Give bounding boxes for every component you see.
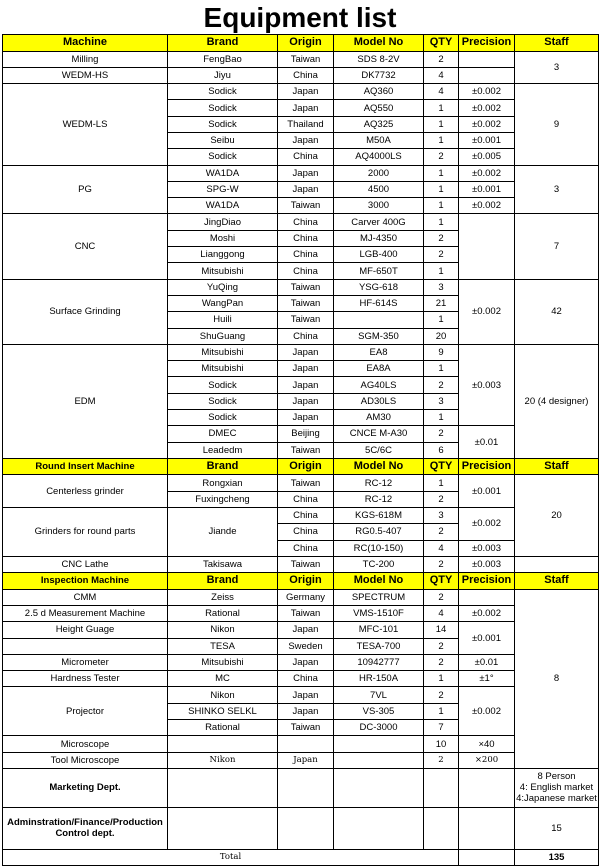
model-cell: TESA-700 [334, 638, 424, 654]
origin-cell: Japan [278, 361, 334, 377]
origin-cell: Taiwan [278, 198, 334, 214]
brand-cell: Sodick [168, 377, 278, 393]
staff-cell: 20 (4 designer) [515, 344, 599, 458]
model-cell [334, 736, 424, 752]
header-qty: QTY [424, 573, 459, 590]
origin-cell: Japan [278, 181, 334, 197]
qty-cell: 2 [424, 149, 459, 165]
precision-cell: ±0.01 [459, 426, 515, 459]
origin-cell: Japan [278, 703, 334, 719]
origin-cell: Japan [278, 752, 334, 768]
precision-cell: ×200 [459, 752, 515, 768]
qty-cell: 2 [424, 377, 459, 393]
qty-cell: 2 [424, 687, 459, 703]
brand-cell: Sodick [168, 84, 278, 100]
table-row [3, 344, 599, 360]
origin-cell [278, 768, 334, 807]
precision-cell: ±1° [459, 671, 515, 687]
model-cell: LGB-400 [334, 247, 424, 263]
brand-cell: WangPan [168, 295, 278, 311]
table-row [3, 84, 599, 100]
precision-cell: ±0.003 [459, 344, 515, 425]
header-inspection: Inspection Machine [3, 573, 168, 590]
origin-cell: Japan [278, 165, 334, 181]
table-row [3, 768, 599, 807]
staff-cell [515, 768, 599, 807]
brand-cell: Mitsubishi [168, 263, 278, 279]
machine-cell: Microscope [3, 736, 168, 752]
origin-cell: Japan [278, 687, 334, 703]
brand-cell: Rational [168, 606, 278, 622]
model-cell: AD30LS [334, 393, 424, 409]
machine-cell [3, 638, 168, 654]
precision-cell: ±0.002 [459, 165, 515, 181]
brand-cell: Sodick [168, 100, 278, 116]
staff-line: 4: English market [519, 782, 594, 794]
model-cell: AQ550 [334, 100, 424, 116]
model-cell: VS-305 [334, 703, 424, 719]
precision-cell [459, 214, 515, 279]
brand-cell: Sodick [168, 410, 278, 426]
qty-cell: 1 [424, 703, 459, 719]
qty-cell: 1 [424, 312, 459, 328]
qty-cell: 1 [424, 181, 459, 197]
origin-cell: China [278, 263, 334, 279]
section-header-row [3, 458, 599, 475]
machine-cell: Marketing Dept. [3, 768, 168, 807]
brand-cell: Mitsubishi [168, 344, 278, 360]
machine-cell: Hardness Tester [3, 671, 168, 687]
model-cell: 2000 [334, 165, 424, 181]
table-row [3, 622, 599, 638]
header-brand: Brand [168, 35, 278, 52]
origin-cell [278, 807, 334, 849]
machine-cell: PG [3, 165, 168, 214]
model-cell: 5C/6C [334, 442, 424, 458]
qty-cell [424, 768, 459, 807]
qty-cell: 1 [424, 475, 459, 491]
qty-cell: 6 [424, 442, 459, 458]
model-cell: RC-12 [334, 491, 424, 507]
table-row [3, 736, 599, 752]
origin-cell: Taiwan [278, 51, 334, 67]
qty-cell: 2 [424, 556, 459, 572]
precision-cell: ±0.002 [459, 606, 515, 622]
qty-cell: 2 [424, 752, 459, 768]
model-cell: MJ-4350 [334, 230, 424, 246]
precision-cell: ±0.003 [459, 540, 515, 556]
origin-cell: China [278, 214, 334, 230]
brand-cell: Nikon [168, 752, 278, 768]
model-cell: AG40LS [334, 377, 424, 393]
qty-cell [424, 807, 459, 849]
precision-cell [459, 67, 515, 83]
origin-cell: Taiwan [278, 312, 334, 328]
origin-cell: Japan [278, 100, 334, 116]
qty-cell: 1 [424, 100, 459, 116]
model-cell [334, 768, 424, 807]
brand-cell [168, 807, 278, 849]
origin-cell: Japan [278, 654, 334, 670]
origin-cell: China [278, 671, 334, 687]
brand-cell: Nikon [168, 687, 278, 703]
origin-cell: Japan [278, 393, 334, 409]
qty-cell: 20 [424, 328, 459, 344]
precision-cell: ±0.003 [459, 556, 515, 572]
table-row [3, 475, 599, 491]
table-row [3, 67, 599, 83]
qty-cell: 1 [424, 198, 459, 214]
machine-cell: Micrometer [3, 654, 168, 670]
precision-cell: ±0.002 [459, 84, 515, 100]
total-row [3, 849, 599, 865]
model-cell: RC-12 [334, 475, 424, 491]
qty-cell: 14 [424, 622, 459, 638]
model-cell: DK7732 [334, 67, 424, 83]
qty-cell: 9 [424, 344, 459, 360]
model-cell: Carver 400G [334, 214, 424, 230]
model-cell: RG0.5-407 [334, 524, 424, 540]
origin-cell: Thailand [278, 116, 334, 132]
precision-cell: ±0.002 [459, 508, 515, 541]
qty-cell: 2 [424, 51, 459, 67]
origin-cell: Taiwan [278, 279, 334, 295]
brand-cell: Zeiss [168, 589, 278, 605]
precision-cell [459, 589, 515, 605]
table-row [3, 654, 599, 670]
qty-cell: 2 [424, 654, 459, 670]
qty-cell: 1 [424, 361, 459, 377]
qty-cell: 1 [424, 132, 459, 148]
model-cell [334, 752, 424, 768]
staff-line: 4:Japanese market [516, 793, 597, 805]
machine-cell: Milling [3, 51, 168, 67]
origin-cell [278, 736, 334, 752]
model-cell: RC(10-150) [334, 540, 424, 556]
brand-cell: TESA [168, 638, 278, 654]
origin-cell: China [278, 328, 334, 344]
origin-cell: Japan [278, 344, 334, 360]
model-cell: MF-650T [334, 263, 424, 279]
machine-cell: Grinders for round parts [3, 508, 168, 557]
brand-cell: DMEC [168, 426, 278, 442]
brand-cell: Jiande [168, 508, 278, 557]
header-origin: Origin [278, 458, 334, 475]
machine-cell: EDM [3, 344, 168, 458]
brand-cell: Sodick [168, 393, 278, 409]
brand-cell [168, 768, 278, 807]
qty-cell: 1 [424, 214, 459, 230]
precision-cell [459, 768, 515, 807]
staff-cell [515, 556, 599, 572]
origin-cell: Taiwan [278, 720, 334, 736]
brand-cell: Jiyu [168, 67, 278, 83]
machine-cell: CMM [3, 589, 168, 605]
precision-cell: ±0.001 [459, 132, 515, 148]
model-cell [334, 807, 424, 849]
table-row [3, 589, 599, 605]
qty-cell: 2 [424, 230, 459, 246]
qty-cell: 1 [424, 165, 459, 181]
table-row [3, 671, 599, 687]
model-cell [334, 312, 424, 328]
qty-cell: 2 [424, 426, 459, 442]
model-cell: KGS-618M [334, 508, 424, 524]
qty-cell: 7 [424, 720, 459, 736]
brand-cell: Seibu [168, 132, 278, 148]
machine-cell: Height Guage [3, 622, 168, 638]
qty-cell: 1 [424, 263, 459, 279]
qty-cell: 4 [424, 67, 459, 83]
precision-cell: ±0.002 [459, 279, 515, 344]
table-row [3, 807, 599, 849]
model-cell: SDS 8-2V [334, 51, 424, 67]
table-row [3, 214, 599, 230]
table-row [3, 752, 599, 768]
header-staff: Staff [515, 458, 599, 475]
brand-cell: YuQing [168, 279, 278, 295]
model-cell: AQ325 [334, 116, 424, 132]
precision-cell: ±0.002 [459, 198, 515, 214]
qty-cell: 3 [424, 508, 459, 524]
qty-cell: 2 [424, 247, 459, 263]
table-header-row [3, 35, 599, 52]
precision-cell: ±0.002 [459, 100, 515, 116]
table-row [3, 51, 599, 67]
qty-cell: 10 [424, 736, 459, 752]
brand-cell: Moshi [168, 230, 278, 246]
brand-cell: FengBao [168, 51, 278, 67]
brand-cell: SPG-W [168, 181, 278, 197]
qty-cell: 3 [424, 393, 459, 409]
origin-cell: China [278, 149, 334, 165]
table-row [3, 279, 599, 295]
brand-cell: WA1DA [168, 165, 278, 181]
header-precision: Precision [459, 458, 515, 475]
total-staff: 135 [515, 849, 599, 865]
precision-cell: ±0.005 [459, 149, 515, 165]
brand-cell: WA1DA [168, 198, 278, 214]
header-precision: Precision [459, 35, 515, 52]
total-label: Total [3, 849, 459, 865]
origin-cell: Japan [278, 622, 334, 638]
machine-cell: Centerless grinder [3, 475, 168, 508]
precision-cell: ±0.002 [459, 687, 515, 736]
origin-cell: Japan [278, 410, 334, 426]
brand-cell: Fuxingcheng [168, 491, 278, 507]
header-qty: QTY [424, 458, 459, 475]
model-cell: MFC-101 [334, 622, 424, 638]
machine-cell: Adminstration/Finance/Production Control dept. [3, 807, 168, 849]
machine-cell: CNC Lathe [3, 556, 168, 572]
staff-cell: 8 [515, 589, 599, 768]
origin-cell: Sweden [278, 638, 334, 654]
origin-cell: China [278, 247, 334, 263]
header-origin: Origin [278, 35, 334, 52]
precision-cell: ×40 [459, 736, 515, 752]
staff-line: 8 Person [537, 771, 576, 783]
page-title: Equipment list [203, 2, 397, 33]
model-cell: EA8 [334, 344, 424, 360]
machine-cell: CNC [3, 214, 168, 279]
brand-cell: Takisawa [168, 556, 278, 572]
brand-cell: Mitsubishi [168, 361, 278, 377]
brand-cell: Nikon [168, 622, 278, 638]
staff-cell: 7 [515, 214, 599, 279]
origin-cell: Taiwan [278, 475, 334, 491]
origin-cell: Taiwan [278, 442, 334, 458]
origin-cell: Taiwan [278, 295, 334, 311]
precision-cell [459, 807, 515, 849]
brand-cell: Lianggong [168, 247, 278, 263]
precision-cell: ±0.001 [459, 475, 515, 508]
table-row [3, 687, 599, 703]
qty-cell: 1 [424, 671, 459, 687]
brand-cell: SHINKO SELKL [168, 703, 278, 719]
header-brand: Brand [168, 573, 278, 590]
qty-cell: 2 [424, 589, 459, 605]
header-origin: Origin [278, 573, 334, 590]
brand-cell: JingDiao [168, 214, 278, 230]
brand-cell: Rongxian [168, 475, 278, 491]
machine-cell: Surface Grinding [3, 279, 168, 344]
staff-cell: 15 [515, 807, 599, 849]
header-machine: Machine [3, 35, 168, 52]
brand-cell: Leadedm [168, 442, 278, 458]
qty-cell: 1 [424, 116, 459, 132]
qty-cell: 3 [424, 279, 459, 295]
origin-cell: China [278, 67, 334, 83]
model-cell: M50A [334, 132, 424, 148]
header-round-insert: Round Insert Machine [3, 458, 168, 475]
staff-cell: 3 [515, 51, 599, 84]
header-qty: QTY [424, 35, 459, 52]
qty-cell: 1 [424, 410, 459, 426]
model-cell: VMS-1510F [334, 606, 424, 622]
precision-cell [459, 849, 515, 865]
model-cell: 10942777 [334, 654, 424, 670]
brand-cell: Mitsubishi [168, 654, 278, 670]
precision-cell: ±0.002 [459, 116, 515, 132]
model-cell: HR-150A [334, 671, 424, 687]
origin-cell: China [278, 230, 334, 246]
qty-cell: 2 [424, 491, 459, 507]
origin-cell: Beijing [278, 426, 334, 442]
origin-cell: Taiwan [278, 556, 334, 572]
header-model: Model No [334, 573, 424, 590]
machine-cell: WEDM-HS [3, 67, 168, 83]
model-cell: AQ360 [334, 84, 424, 100]
model-cell: AM30 [334, 410, 424, 426]
qty-cell: 21 [424, 295, 459, 311]
qty-cell: 2 [424, 524, 459, 540]
qty-cell: 4 [424, 606, 459, 622]
model-cell: SGM-350 [334, 328, 424, 344]
header-staff: Staff [515, 35, 599, 52]
section-header-row [3, 573, 599, 590]
qty-cell: 4 [424, 540, 459, 556]
brand-cell: Sodick [168, 149, 278, 165]
origin-cell: Japan [278, 377, 334, 393]
equipment-table [2, 34, 599, 866]
staff-cell: 9 [515, 84, 599, 165]
header-staff: Staff [515, 573, 599, 590]
table-row [3, 556, 599, 572]
machine-cell: Tool Microscope [3, 752, 168, 768]
table-row [3, 165, 599, 181]
origin-cell: Japan [278, 132, 334, 148]
model-cell: TC-200 [334, 556, 424, 572]
brand-cell: Huili [168, 312, 278, 328]
header-brand: Brand [168, 458, 278, 475]
model-cell: YSG-618 [334, 279, 424, 295]
origin-cell: China [278, 540, 334, 556]
brand-cell: ShuGuang [168, 328, 278, 344]
origin-cell: Japan [278, 84, 334, 100]
brand-cell: Sodick [168, 116, 278, 132]
origin-cell: China [278, 491, 334, 507]
brand-cell [168, 736, 278, 752]
model-cell: AQ4000LS [334, 149, 424, 165]
model-cell: DC-3000 [334, 720, 424, 736]
model-cell: CNCE M-A30 [334, 426, 424, 442]
staff-cell: 3 [515, 165, 599, 214]
origin-cell: China [278, 524, 334, 540]
table-row [3, 508, 599, 524]
model-cell: 3000 [334, 198, 424, 214]
precision-cell: ±0.01 [459, 654, 515, 670]
model-cell: 7VL [334, 687, 424, 703]
model-cell: 4500 [334, 181, 424, 197]
brand-cell: MC [168, 671, 278, 687]
header-model: Model No [334, 458, 424, 475]
table-row [3, 606, 599, 622]
model-cell: SPECTRUM [334, 589, 424, 605]
brand-cell: Rational [168, 720, 278, 736]
header-precision: Precision [459, 573, 515, 590]
machine-cell: Projector [3, 687, 168, 736]
origin-cell: China [278, 508, 334, 524]
origin-cell: Taiwan [278, 606, 334, 622]
model-cell: HF-614S [334, 295, 424, 311]
qty-cell: 4 [424, 84, 459, 100]
precision-cell: ±0.001 [459, 181, 515, 197]
qty-cell: 2 [424, 638, 459, 654]
precision-cell: ±0.001 [459, 622, 515, 655]
precision-cell [459, 51, 515, 67]
header-model: Model No [334, 35, 424, 52]
staff-cell: 20 [515, 475, 599, 556]
machine-cell: WEDM-LS [3, 84, 168, 165]
model-cell: EA8A [334, 361, 424, 377]
machine-cell: 2.5 d Measurement Machine [3, 606, 168, 622]
origin-cell: Germany [278, 589, 334, 605]
staff-cell: 42 [515, 279, 599, 344]
